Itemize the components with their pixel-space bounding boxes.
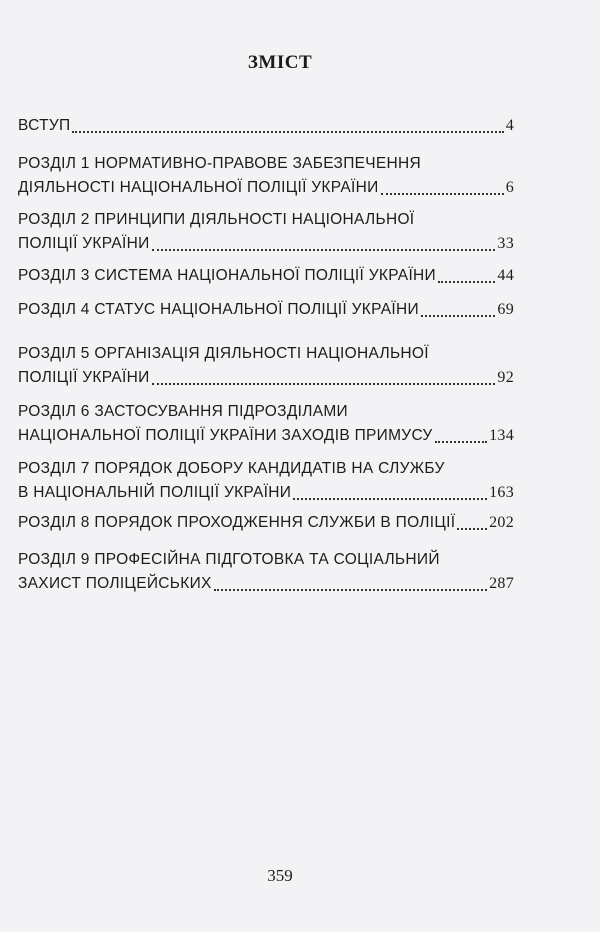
toc-entry-title: РОЗДІЛ 5 ОРГАНІЗАЦІЯ ДІЯЛЬНОСТІ НАЦІОНАЛЬНОЇ xyxy=(18,345,429,362)
toc-page-number: 163 xyxy=(489,484,514,501)
toc-entry-title-continued: В НАЦІОНАЛЬНІЙ ПОЛІЦІЇ УКРАЇНИ xyxy=(18,484,292,501)
dot-leader xyxy=(435,441,488,443)
dot-leader xyxy=(72,131,503,133)
dot-leader xyxy=(438,281,495,283)
toc-entry-intro[interactable] xyxy=(18,114,514,138)
dot-leader xyxy=(293,498,487,500)
toc-entry-chapter-5[interactable] xyxy=(18,342,514,390)
toc-entry-title-continued: ПОЛІЦІЇ УКРАЇНИ xyxy=(18,369,150,386)
toc-entry-title: РОЗДІЛ 7 ПОРЯДОК ДОБОРУ КАНДИДАТІВ НА СЛУЖБУ xyxy=(18,460,445,477)
dot-leader xyxy=(152,249,496,251)
toc-entry-title: ВСТУП xyxy=(18,117,71,134)
dot-leader xyxy=(381,193,504,195)
toc-entry-title: РОЗДІЛ 2 ПРИНЦИПИ ДІЯЛЬНОСТІ НАЦІОНАЛЬНОЇ xyxy=(18,211,415,228)
toc-entry-title-continued: НАЦІОНАЛЬНОЇ ПОЛІЦІЇ УКРАЇНИ ЗАХОДІВ ПРИМУСУ xyxy=(18,427,433,444)
toc-page-number: 4 xyxy=(505,117,514,134)
dot-leader xyxy=(214,589,487,591)
toc-entry-chapter-1[interactable] xyxy=(18,152,514,200)
toc-page-number: 69 xyxy=(497,301,514,318)
toc-page-number: 134 xyxy=(489,427,514,444)
dot-leader xyxy=(457,528,487,530)
toc-entry-title: РОЗДІЛ 6 ЗАСТОСУВАННЯ ПІДРОЗДІЛАМИ xyxy=(18,403,348,420)
toc-entry-chapter-9[interactable] xyxy=(18,548,514,596)
toc-page-number: 6 xyxy=(505,179,514,196)
toc-entry-title: РОЗДІЛ 4 СТАТУС НАЦІОНАЛЬНОЇ ПОЛІЦІЇ УКРАЇНИ xyxy=(18,301,419,318)
toc-page-number: 33 xyxy=(497,235,514,252)
toc-entry-chapter-3[interactable] xyxy=(18,264,514,288)
toc-entry-title-continued: ПОЛІЦІЇ УКРАЇНИ xyxy=(18,235,150,252)
toc-page-number: 92 xyxy=(497,369,514,386)
toc-entry-chapter-6[interactable] xyxy=(18,400,514,448)
toc-page-number: 202 xyxy=(489,514,514,531)
page-number: 359 xyxy=(267,866,293,885)
toc-entry-title: РОЗДІЛ 8 ПОРЯДОК ПРОХОДЖЕННЯ СЛУЖБИ В ПОЛІЦІЇ xyxy=(18,514,456,531)
dot-leader xyxy=(421,315,496,317)
toc-entry-title-continued: ЗАХИСТ ПОЛІЦЕЙСЬКИХ xyxy=(18,575,212,592)
toc-entry-title-continued: ДІЯЛЬНОСТІ НАЦІОНАЛЬНОЇ ПОЛІЦІЇ УКРАЇНИ xyxy=(18,179,379,196)
toc-entry-chapter-4[interactable] xyxy=(18,298,514,322)
toc-entry-title: РОЗДІЛ 1 НОРМАТИВНО-ПРАВОВЕ ЗАБЕЗПЕЧЕННЯ xyxy=(18,155,422,172)
dot-leader xyxy=(152,383,496,385)
toc-entry-chapter-2[interactable] xyxy=(18,208,514,256)
toc-entry-chapter-8[interactable] xyxy=(18,511,514,535)
toc-page-number: 44 xyxy=(497,267,514,284)
toc-entry-title: РОЗДІЛ 9 ПРОФЕСІЙНА ПІДГОТОВКА ТА СОЦІАЛЬНИЙ xyxy=(18,551,440,568)
toc-entry-chapter-7[interactable] xyxy=(18,457,514,505)
toc-entry-title: РОЗДІЛ 3 СИСТЕМА НАЦІОНАЛЬНОЇ ПОЛІЦІЇ УКРАЇНИ xyxy=(18,267,436,284)
toc-page-number: 287 xyxy=(489,575,514,592)
page-title: ЗМІСТ xyxy=(247,52,313,73)
